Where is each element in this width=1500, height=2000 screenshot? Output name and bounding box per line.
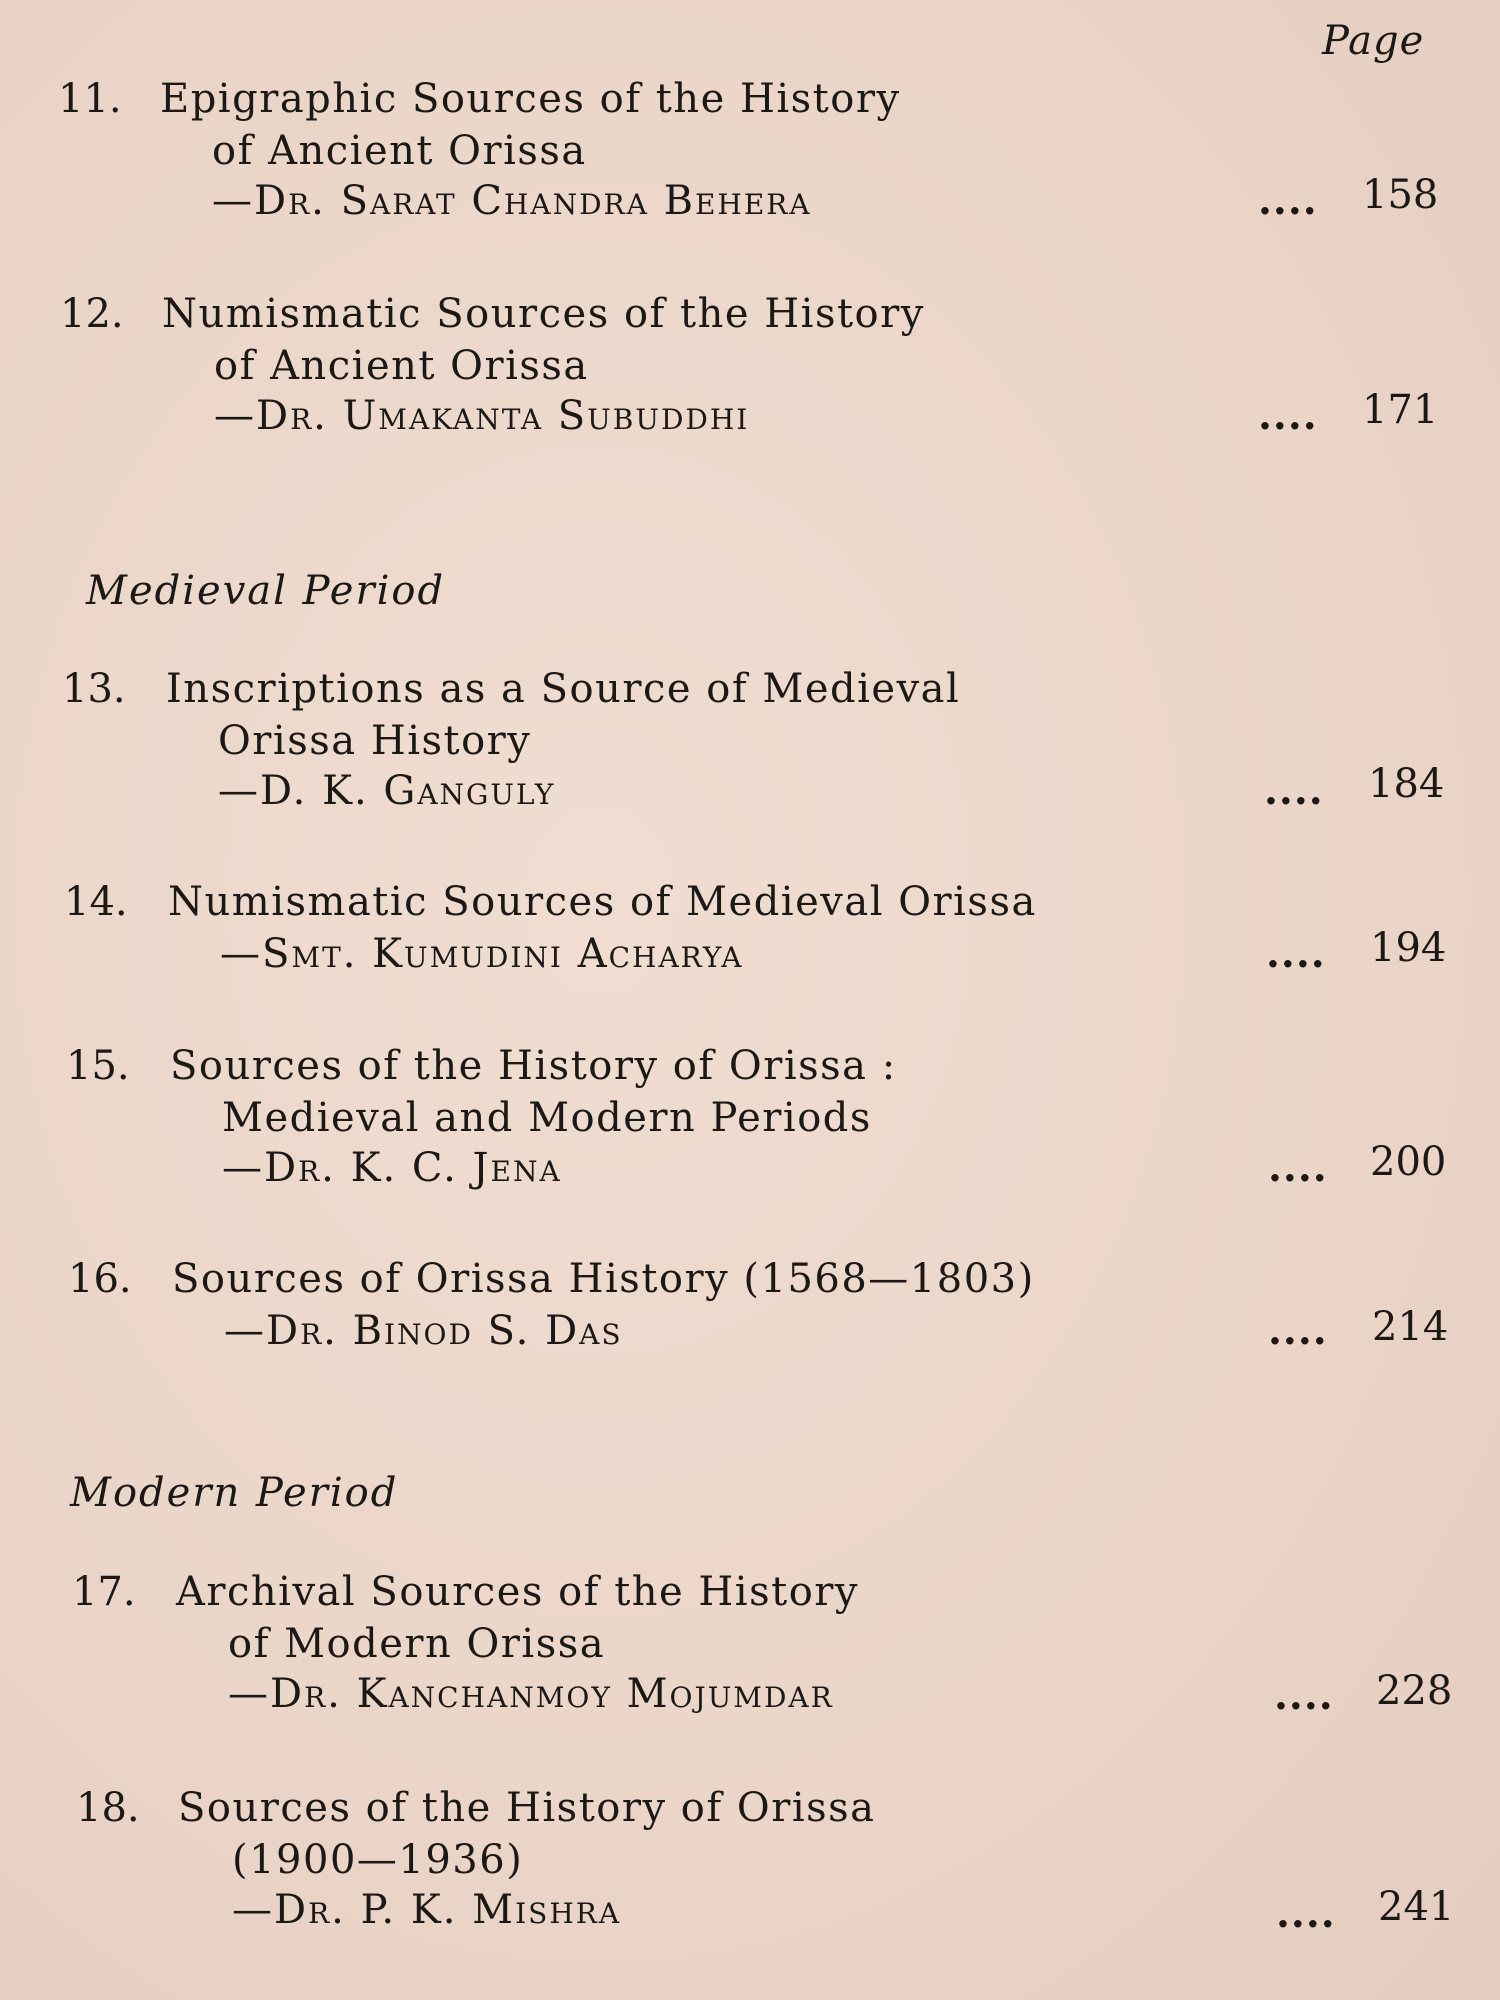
entry-page-number: 158	[1362, 172, 1439, 218]
entry-author: —D. K. Ganguly	[218, 768, 556, 814]
entry-title-line: Medieval and Modern Periods	[222, 1095, 872, 1141]
dot-leader: ....	[1274, 1672, 1334, 1719]
entry-title-line: Sources of the History of Orissa :	[170, 1043, 897, 1089]
entry-number: 14.	[64, 879, 128, 925]
entry-title-line: (1900—1936)	[232, 1837, 524, 1883]
entry-page-number: 184	[1368, 761, 1445, 807]
entry-author: —Dr. Sarat Chandra Behera	[212, 178, 812, 224]
entry-title-line: Inscriptions as a Source of Medieval	[166, 666, 961, 712]
entry-author: —Smt. Kumudini Acharya	[220, 931, 744, 977]
entry-author: —Dr. P. K. Mishra	[232, 1887, 622, 1933]
entry-page-number: 171	[1362, 387, 1439, 433]
entry-author: —Dr. K. C. Jena	[222, 1145, 562, 1191]
entry-number: 12.	[60, 291, 124, 337]
entry-title-line: Epigraphic Sources of the History	[160, 76, 901, 122]
dot-leader: ....	[1266, 930, 1326, 977]
section-heading-modern: Modern Period	[70, 1470, 399, 1516]
entry-number: 11.	[58, 76, 122, 122]
dot-leader: ....	[1258, 392, 1318, 439]
entry-title-line: Numismatic Sources of the History	[162, 291, 925, 337]
entry-title-line: Sources of Orissa History (1568—1803)	[172, 1256, 1035, 1302]
dot-leader: ....	[1276, 1890, 1336, 1937]
entry-page-number: 241	[1378, 1884, 1455, 1930]
entry-title-line: of Modern Orissa	[228, 1621, 606, 1667]
entry-number: 18.	[76, 1785, 140, 1831]
entry-page-number: 214	[1372, 1304, 1449, 1350]
dot-leader: ....	[1264, 767, 1324, 814]
entry-title-line: Orissa History	[218, 718, 532, 764]
entry-title-line: of Ancient Orissa	[212, 128, 587, 174]
entry-number: 15.	[66, 1043, 130, 1089]
page-column-label: Page	[1322, 18, 1425, 64]
dot-leader: ....	[1268, 1144, 1328, 1191]
entry-number: 16.	[68, 1256, 132, 1302]
section-heading-medieval: Medieval Period	[86, 568, 446, 614]
entry-number: 13.	[62, 666, 126, 712]
dot-leader: ....	[1268, 1307, 1328, 1354]
entry-title-line: Numismatic Sources of Medieval Orissa	[168, 879, 1037, 925]
entry-page-number: 200	[1370, 1139, 1447, 1185]
entry-author: —Dr. Binod S. Das	[224, 1308, 623, 1354]
entry-title-line: Sources of the History of Orissa	[178, 1785, 876, 1831]
entry-page-number: 228	[1376, 1668, 1453, 1714]
entry-number: 17.	[72, 1569, 136, 1615]
entry-title-line: of Ancient Orissa	[214, 343, 589, 389]
entry-title-line: Archival Sources of the History	[176, 1569, 860, 1615]
entry-author: —Dr. Kanchanmoy Mojumdar	[228, 1671, 834, 1717]
entry-author: —Dr. Umakanta Subuddhi	[214, 393, 750, 439]
dot-leader: ....	[1258, 177, 1318, 224]
entry-page-number: 194	[1370, 925, 1447, 971]
